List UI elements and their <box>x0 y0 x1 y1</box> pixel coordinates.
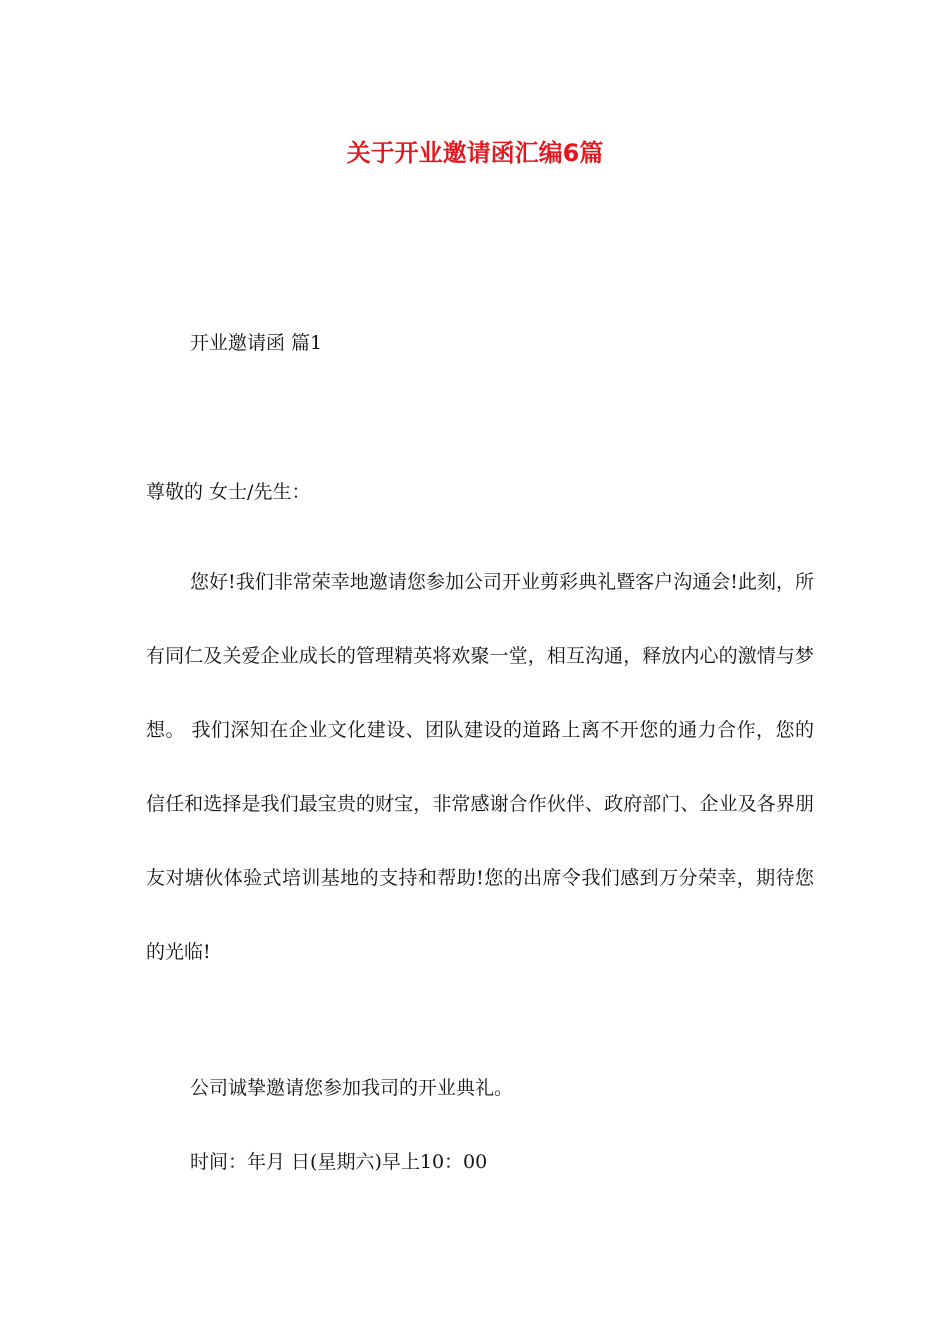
body-paragraph: 您好!我们非常荣幸地邀请您参加公司开业剪彩典礼暨客户沟通会!此刻，所有同仁及关爱企业成长的管理精英将欢聚一堂，相互沟通，释放内心的激情与梦想。 我们深知在企业文化建设、团队建设的道路上离不开您的通力合作，您的信任和选择是我们最宝贵的财宝，非常感谢合作伙伴、政府部门、企业及各界朋友对塘伙体验式培训基地的支持和帮助!您的出席令我们感到万分荣幸，期待您的光临! <box>146 571 814 963</box>
section-heading: 开业邀请函 篇1 <box>190 332 323 354</box>
salutation: 尊敬的 女士/先生： <box>146 481 311 503</box>
document-title: 关于开业邀请函汇编6篇 <box>346 139 604 167</box>
invite-line: 公司诚挚邀请您参加我司的开业典礼。 <box>190 1077 514 1099</box>
time-line: 时间：年月 日(星期六)早上10：00 <box>190 1151 488 1173</box>
